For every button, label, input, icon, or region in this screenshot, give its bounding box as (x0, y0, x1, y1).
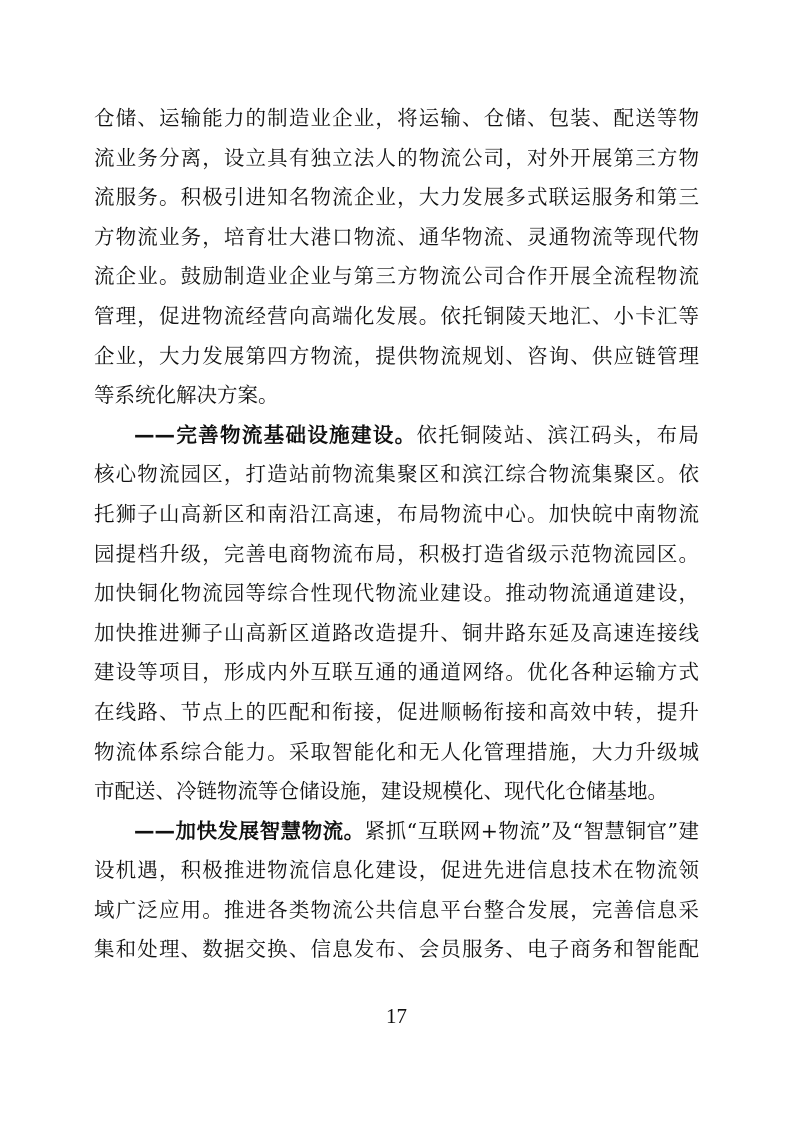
text-line: 建设等项目，形成内外互联互通的通道网络。优化各种运输方式 (94, 660, 699, 685)
text-line: 流企业。鼓励制造业企业与第三方物流公司合作开展全流程物流 (94, 264, 699, 289)
text-line: 方物流业务，培育壮大港口物流、通华物流、灵通物流等现代物 (94, 224, 699, 249)
paragraph-first-line (94, 416, 699, 456)
heading-continuation: 依托铜陵站、滨江码头，布局 (416, 422, 699, 447)
text-line: 托狮子山高新区和南沿江高速，布局物流中心。加快皖中南物流 (94, 501, 699, 526)
text-line: 设机遇，积极推进物流信息化建设，促进先进信息技术在物流领 (94, 858, 699, 883)
text-line: 加快铜化物流园等综合性现代物流业建设。推动物流通道建设， (94, 581, 699, 606)
text-line: 流业务分离，设立具有独立法人的物流公司，对外开展第三方物 (94, 145, 699, 170)
heading-continuation: 紧抓“互联网+物流”及“智慧铜官”建 (364, 818, 699, 843)
section-heading: ——完善物流基础设施建设。 (134, 422, 417, 447)
text-line: 企业，大力发展第四方物流，提供物流规划、咨询、供应链管理 (94, 343, 699, 368)
text-line: 管理，促进物流经营向高端化发展。依托铜陵天地汇、小卡汇等 (94, 303, 699, 328)
page-number: 17 (386, 1004, 407, 1028)
paragraph-first-line (94, 812, 699, 852)
text-line: 流服务。积极引进知名物流企业，大力发展多式联运服务和第三 (94, 185, 699, 210)
text-line: 园提档升级，完善电商物流布局，积极打造省级示范物流园区。 (94, 541, 699, 566)
text-line: 核心物流园区，打造站前物流集聚区和滨江综合物流集聚区。依 (94, 462, 699, 487)
section-heading: ——加快发展智慧物流。 (134, 818, 365, 843)
text-line: 域广泛应用。推进各类物流公共信息平台整合发展，完善信息采 (94, 897, 699, 922)
text-line: 物流体系综合能力。采取智能化和无人化管理措施，大力升级城 (94, 739, 699, 764)
text-line: 市配送、冷链物流等仓储设施，建设规模化、现代化仓储基地。 (94, 779, 668, 804)
text-line: 集和处理、数据交换、信息发布、会员服务、电子商务和智能配 (94, 937, 699, 962)
text-line: 在线路、节点上的匹配和衔接，促进顺畅衔接和高效中转，提升 (94, 699, 699, 724)
text-line: 仓储、运输能力的制造业企业，将运输、仓储、包装、配送等物 (94, 106, 699, 130)
text-line: 加快推进狮子山高新区道路改造提升、铜井路东延及高速连接线 (94, 620, 699, 645)
body-text (94, 99, 699, 970)
text-line: 等系统化解决方案。 (94, 383, 279, 408)
